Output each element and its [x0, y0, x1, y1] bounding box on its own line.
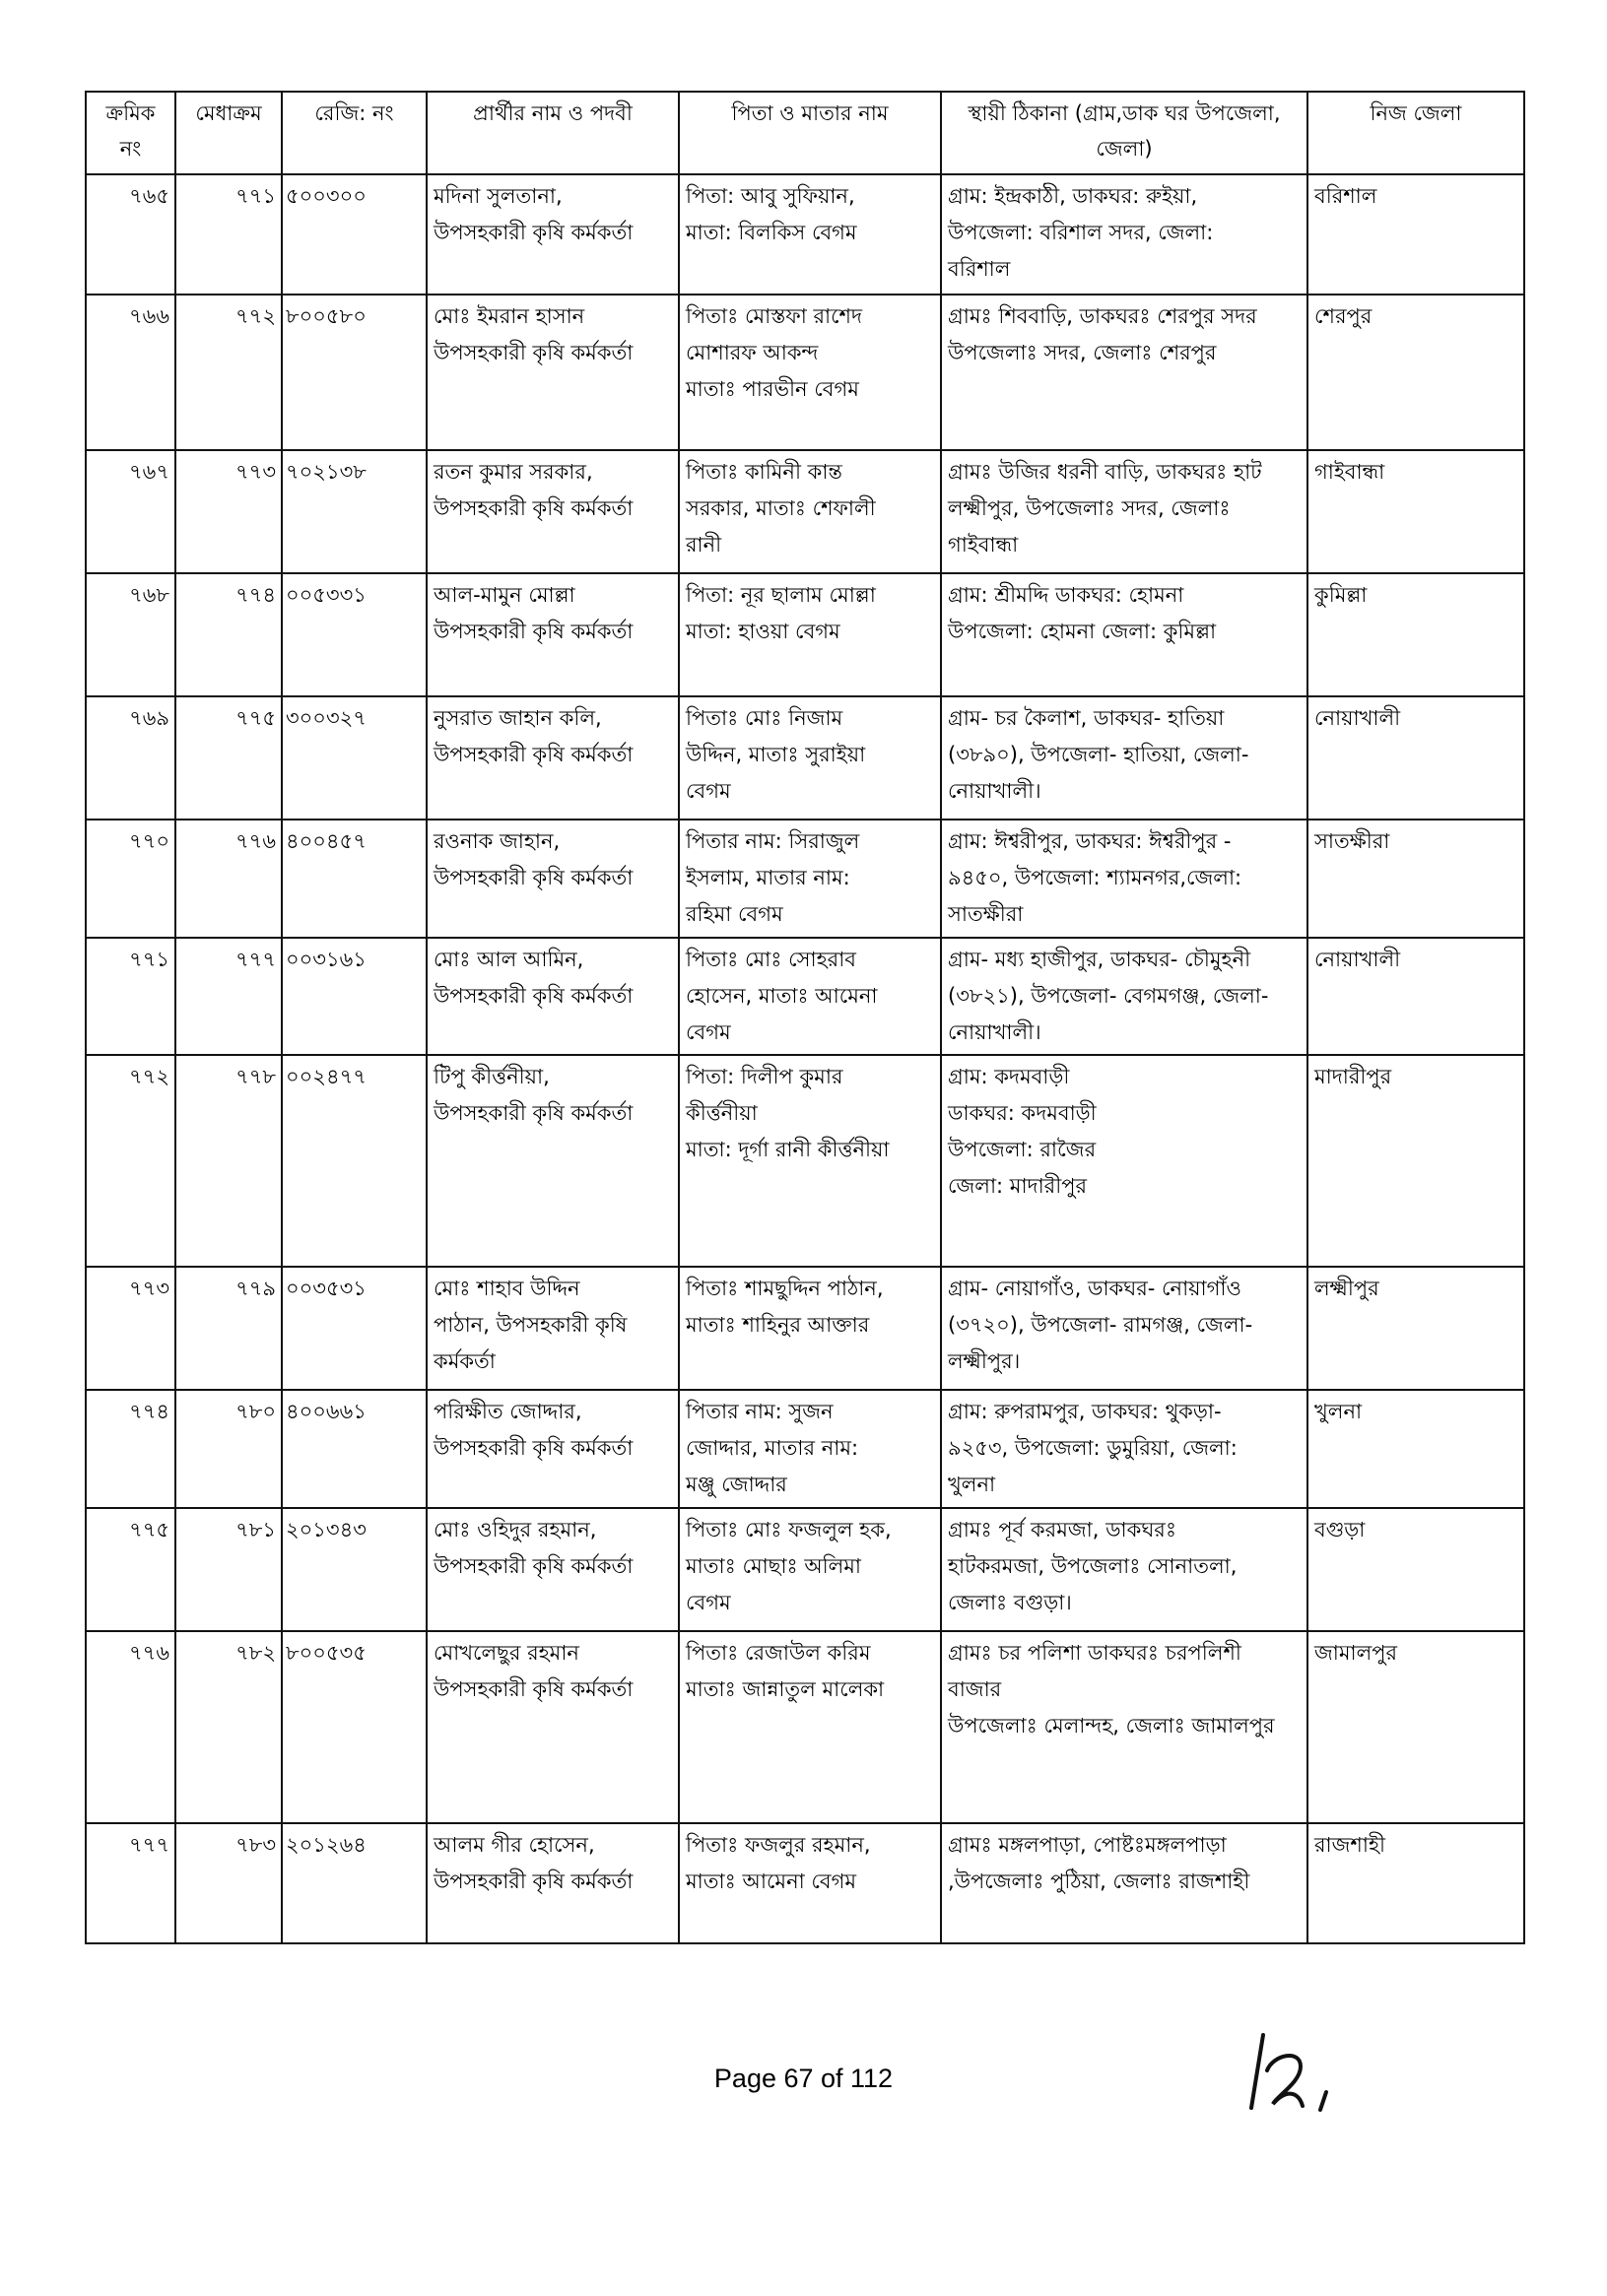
cell-district-text: মাদারীপুর — [1314, 1065, 1392, 1088]
cell-merit-text: ৭৭৮ — [235, 1065, 276, 1088]
candidate-table-container — [85, 91, 1523, 1944]
cell-district — [1307, 174, 1524, 295]
cell-district-text: শেরপুর — [1314, 304, 1373, 328]
cell-merit-text: ৭৭২ — [235, 304, 276, 328]
cell-parents-text: পিতাঃ মোঃ ফজলুল হক, মাতাঃ মোছাঃ অলিমা বেগম — [686, 1518, 892, 1614]
cell-parents-text: পিতাঃ মোস্তফা রাশেদ মোশারফ আকন্দ মাতাঃ পারভীন বেগম — [686, 304, 863, 401]
cell-serial-text: ৭৬৯ — [129, 706, 169, 730]
cell-reg-text: ৪০০৬৬১ — [286, 1400, 367, 1423]
cell-district — [1307, 1508, 1524, 1631]
cell-name-text: মদিনা সুলতানা, উপসহকারী কৃষি কর্মকর্তা — [434, 184, 634, 244]
cell-name — [427, 1508, 679, 1631]
cell-parents — [679, 174, 941, 295]
cell-merit — [175, 820, 282, 938]
cell-serial — [86, 1390, 175, 1508]
cell-merit — [175, 1823, 282, 1943]
cell-name-text: টিপু কীর্ত্তনীয়া, উপসহকারী কৃষি কর্মকর্তা — [434, 1065, 634, 1125]
cell-address — [941, 573, 1307, 696]
table-row — [86, 820, 1524, 938]
cell-district-text: লক্ষ্মীপুর — [1314, 1277, 1379, 1300]
cell-district-text: কুমিল্লা — [1314, 583, 1368, 607]
cell-serial — [86, 573, 175, 696]
cell-district — [1307, 1267, 1524, 1390]
cell-serial-text: ৭৭৪ — [129, 1400, 169, 1423]
cell-name-text: মোঃ শাহাব উদ্দিন পাঠান, উপসহকারী কৃষি কর্মকর্তা — [434, 1277, 628, 1373]
cell-district-text: গাইবান্ধা — [1314, 460, 1385, 484]
cell-serial-text: ৭৭২ — [129, 1065, 169, 1088]
cell-serial-text: ৭৭৩ — [129, 1277, 169, 1300]
cell-district-text: সাতক্ষীরা — [1314, 829, 1390, 853]
table-row — [86, 1508, 1524, 1631]
cell-merit — [175, 573, 282, 696]
cell-merit-text: ৭৮৩ — [235, 1833, 276, 1857]
cell-address-text: গ্রামঃ শিববাড়ি, ডাকঘরঃ শেরপুর সদর উপজেলাঃ সদর, জেলাঃ শেরপুর — [948, 304, 1257, 364]
cell-name — [427, 820, 679, 938]
cell-reg — [282, 573, 427, 696]
cell-reg — [282, 450, 427, 573]
cell-parents-text: পিতাঃ মোঃ নিজাম উদ্দিন, মাতাঃ সুরাইয়া বেগম — [686, 706, 866, 803]
cell-district — [1307, 696, 1524, 820]
cell-serial-text: ৭৭৫ — [129, 1518, 169, 1542]
cell-district — [1307, 450, 1524, 573]
cell-district — [1307, 820, 1524, 938]
cell-name — [427, 174, 679, 295]
cell-merit — [175, 1390, 282, 1508]
cell-parents — [679, 450, 941, 573]
cell-serial — [86, 1267, 175, 1390]
cell-serial — [86, 696, 175, 820]
cell-reg — [282, 1508, 427, 1631]
table-row — [86, 1390, 1524, 1508]
cell-parents-text: পিতাঃ শামছুদ্দিন পাঠান, মাতাঃ শাহিনুর আক্তার — [686, 1277, 884, 1337]
cell-reg-text: ৭০২১৩৮ — [286, 460, 367, 484]
cell-district-text: বগুড়া — [1314, 1518, 1366, 1542]
cell-parents-text: পিতাঃ ফজলুর রহমান, মাতাঃ আমেনা বেগম — [686, 1833, 871, 1893]
header-row — [86, 92, 1524, 174]
cell-parents-text: পিতা: নূর ছালাম মোল্লা মাতা: হাওয়া বেগম — [686, 583, 876, 643]
cell-district-text: জামালপুর — [1314, 1641, 1398, 1665]
cell-serial — [86, 820, 175, 938]
cell-district — [1307, 1631, 1524, 1823]
cell-name-text: আল-মামুন মোল্লা উপসহকারী কৃষি কর্মকর্তা — [434, 583, 634, 643]
cell-parents-text: পিতাঃ কামিনী কান্ত সরকার, মাতাঃ শেফালী রানী — [686, 460, 876, 557]
cell-parents-text: পিতাঃ মোঃ সোহরাব হোসেন, মাতাঃ আমেনা বেগম — [686, 948, 878, 1044]
cell-reg-text: ০০২৪৭৭ — [286, 1065, 367, 1088]
cell-address — [941, 1631, 1307, 1823]
header-serial: ক্রমিক নং — [86, 92, 175, 174]
cell-district — [1307, 938, 1524, 1055]
cell-name — [427, 295, 679, 450]
cell-merit — [175, 938, 282, 1055]
cell-parents — [679, 1267, 941, 1390]
cell-reg — [282, 1267, 427, 1390]
cell-address-text: গ্রামঃ মঙ্গলপাড়া, পোষ্টঃমঙ্গলপাড়া ,উপজেলাঃ পুঠিয়া, জেলাঃ রাজশাহী — [948, 1833, 1250, 1893]
cell-merit — [175, 696, 282, 820]
cell-serial-text: ৭৭৭ — [129, 1833, 169, 1857]
cell-merit-text: ৭৭১ — [235, 184, 276, 208]
header-name: প্রার্থীর নাম ও পদবী — [427, 92, 679, 174]
cell-name-text: পরিক্ষীত জোদ্দার, উপসহকারী কৃষি কর্মকর্তা — [434, 1400, 634, 1460]
cell-parents-text: পিতা: আবু সুফিয়ান, মাতা: বিলকিস বেগম — [686, 184, 857, 244]
cell-parents-text: পিতা: দিলীপ কুমার কীর্ত্তনীয়া মাতা: দূর্গা রানী কীর্ত্তনীয়া — [686, 1065, 890, 1161]
cell-name — [427, 1631, 679, 1823]
cell-merit-text: ৭৭৪ — [235, 583, 276, 607]
cell-address-text: গ্রামঃ উজির ধরনী বাড়ি, ডাকঘরঃ হাট লক্ষ্মীপুর, উপজেলাঃ সদর, জেলাঃ গাইবান্ধা — [948, 460, 1262, 557]
table-row — [86, 174, 1524, 295]
cell-merit — [175, 1267, 282, 1390]
candidate-table — [85, 91, 1525, 1944]
cell-reg — [282, 1823, 427, 1943]
cell-address-text: গ্রাম: শ্রীমদ্দি ডাকঘর: হোমনা উপজেলা: হোমনা জেলা: কুমিল্লা — [948, 583, 1217, 643]
cell-parents — [679, 295, 941, 450]
cell-address — [941, 1390, 1307, 1508]
cell-name-text: মোখলেছুর রহমান উপসহকারী কৃষি কর্মকর্তা — [434, 1641, 634, 1701]
cell-serial-text: ৭৬৬ — [129, 304, 169, 328]
cell-name — [427, 573, 679, 696]
cell-name — [427, 1823, 679, 1943]
table-row — [86, 938, 1524, 1055]
cell-serial — [86, 295, 175, 450]
cell-parents — [679, 696, 941, 820]
cell-serial — [86, 1631, 175, 1823]
cell-merit-text: ৭৭৩ — [235, 460, 276, 484]
cell-serial — [86, 938, 175, 1055]
cell-name-text: আলম গীর হোসেন, উপসহকারী কৃষি কর্মকর্তা — [434, 1833, 634, 1893]
cell-reg — [282, 696, 427, 820]
cell-reg-text: ২০১৩৪৩ — [286, 1518, 367, 1542]
cell-reg — [282, 295, 427, 450]
table-row — [86, 450, 1524, 573]
cell-serial — [86, 1508, 175, 1631]
cell-address-text: গ্রাম- মধ্য হাজীপুর, ডাকঘর- চৌমুহনী (৩৮২১), উপজেলা- বেগমগঞ্জ, জেলা- নোয়াখালী। — [948, 948, 1269, 1044]
cell-address-text: গ্রামঃ পূর্ব করমজা, ডাকঘরঃ হাটকরমজা, উপজেলাঃ সোনাতলা, জেলাঃ বগুড়া। — [948, 1518, 1238, 1614]
cell-parents — [679, 938, 941, 1055]
header-parents: পিতা ও মাতার নাম — [679, 92, 941, 174]
cell-parents — [679, 820, 941, 938]
header-merit: মেধাক্রম — [175, 92, 282, 174]
cell-address — [941, 174, 1307, 295]
cell-reg-text: ৮০০৫৮০ — [286, 304, 367, 328]
cell-parents-text: পিতার নাম: সুজন জোদ্দার, মাতার নাম: মঞ্জু জোদ্দার — [686, 1400, 859, 1496]
cell-address — [941, 1823, 1307, 1943]
cell-district-text: খুলনা — [1314, 1400, 1363, 1423]
cell-reg-text: ০০৩৫৩১ — [286, 1277, 367, 1300]
cell-parents — [679, 1631, 941, 1823]
cell-address — [941, 1267, 1307, 1390]
cell-serial — [86, 174, 175, 295]
cell-reg — [282, 820, 427, 938]
cell-reg-text: ৪০০৪৫৭ — [286, 829, 367, 853]
cell-address — [941, 938, 1307, 1055]
cell-parents-text: পিতাঃ রেজাউল করিম মাতাঃ জান্নাতুল মালেকা — [686, 1641, 885, 1701]
table-row — [86, 1055, 1524, 1267]
cell-name — [427, 938, 679, 1055]
cell-address-text: গ্রাম- নোয়াগাঁও, ডাকঘর- নোয়াগাঁও (৩৭২০), উপজেলা- রামগঞ্জ, জেলা- লক্ষ্মীপুর। — [948, 1277, 1253, 1373]
cell-name — [427, 1390, 679, 1508]
cell-serial — [86, 1823, 175, 1943]
cell-serial-text: ৭৭০ — [129, 829, 169, 853]
cell-merit-text: ৭৭৭ — [235, 948, 276, 971]
cell-reg-text: ৮০০৫৩৫ — [286, 1641, 367, 1665]
cell-address-text: গ্রাম: ঈশ্বরীপুর, ডাকঘর: ঈশ্বরীপুর - ৯৪৫০, উপজেলা: শ্যামনগর,জেলা: সাতক্ষীরা — [948, 829, 1242, 926]
cell-merit — [175, 1055, 282, 1267]
cell-reg-text: ৩০০৩২৭ — [286, 706, 367, 730]
cell-name — [427, 1267, 679, 1390]
cell-merit — [175, 1508, 282, 1631]
cell-parents — [679, 573, 941, 696]
table-row — [86, 696, 1524, 820]
cell-name-text: মোঃ ওহিদুর রহমান, উপসহকারী কৃষি কর্মকর্তা — [434, 1518, 634, 1578]
cell-reg — [282, 938, 427, 1055]
cell-parents — [679, 1823, 941, 1943]
cell-merit-text: ৭৮১ — [235, 1518, 276, 1542]
cell-parents — [679, 1055, 941, 1267]
cell-address — [941, 450, 1307, 573]
cell-serial-text: ৭৬৫ — [129, 184, 169, 208]
table-row — [86, 573, 1524, 696]
cell-district — [1307, 1055, 1524, 1267]
cell-merit-text: ৭৭৫ — [235, 706, 276, 730]
cell-reg-text: ২০১২৬৪ — [286, 1833, 367, 1857]
cell-address — [941, 696, 1307, 820]
table-row — [86, 1631, 1524, 1823]
cell-name — [427, 450, 679, 573]
cell-address — [941, 1055, 1307, 1267]
cell-name-text: নুসরাত জাহান কলি, উপসহকারী কৃষি কর্মকর্তা — [434, 706, 634, 766]
cell-district — [1307, 1823, 1524, 1943]
cell-district-text: নোয়াখালী — [1314, 706, 1401, 730]
table-row — [86, 295, 1524, 450]
cell-merit — [175, 295, 282, 450]
cell-reg-text: ৫০০৩০০ — [286, 184, 367, 208]
cell-serial-text: ৭৭১ — [129, 948, 169, 971]
cell-merit — [175, 1631, 282, 1823]
cell-serial — [86, 450, 175, 573]
cell-merit — [175, 174, 282, 295]
cell-address-text: গ্রাম: কদমবাড়ী ডাকঘর: কদমবাড়ী উপজেলা: রাজৈর জেলা: মাদারীপুর — [948, 1065, 1097, 1198]
cell-name — [427, 1055, 679, 1267]
cell-name-text: মোঃ ইমরান হাসান উপসহকারী কৃষি কর্মকর্তা — [434, 304, 634, 364]
cell-address-text: গ্রাম- চর কৈলাশ, ডাকঘর- হাতিয়া (৩৮৯০), উপজেলা- হাতিয়া, জেলা- নোয়াখালী। — [948, 706, 1249, 803]
cell-district — [1307, 573, 1524, 696]
cell-serial — [86, 1055, 175, 1267]
cell-parents — [679, 1390, 941, 1508]
cell-address-text: গ্রাম: রুপরামপুর, ডাকঘর: থুকড়া- ৯২৫৩, উপজেলা: ডুমুরিয়া, জেলা: খুলনা — [948, 1400, 1238, 1496]
cell-reg — [282, 1631, 427, 1823]
page-number: Page 67 of 112 — [713, 2064, 894, 2093]
cell-district — [1307, 1390, 1524, 1508]
cell-merit-text: ৭৮২ — [235, 1641, 276, 1665]
cell-address-text: গ্রাম: ইন্দ্রকাঠী, ডাকঘর: রুইয়া, উপজেলা: বরিশাল সদর, জেলা: বরিশাল — [948, 184, 1214, 281]
cell-serial-text: ৭৬৮ — [129, 583, 169, 607]
cell-name-text: রতন কুমার সরকার, উপসহকারী কৃষি কর্মকর্তা — [434, 460, 634, 520]
table-row — [86, 1267, 1524, 1390]
cell-reg — [282, 1390, 427, 1508]
cell-district-text: বরিশাল — [1314, 184, 1377, 208]
cell-parents-text: পিতার নাম: সিরাজুল ইসলাম, মাতার নাম: রহিমা বেগম — [686, 829, 860, 926]
table-row — [86, 1823, 1524, 1943]
cell-reg-text: ০০৫৩৩১ — [286, 583, 367, 607]
cell-district-text: রাজশাহী — [1314, 1833, 1385, 1857]
cell-name — [427, 696, 679, 820]
cell-district-text: নোয়াখালী — [1314, 948, 1401, 971]
cell-address — [941, 820, 1307, 938]
cell-merit-text: ৭৮০ — [235, 1400, 276, 1423]
cell-reg — [282, 174, 427, 295]
cell-parents — [679, 1508, 941, 1631]
cell-serial-text: ৭৭৬ — [129, 1641, 169, 1665]
header-district: নিজ জেলা — [1307, 92, 1524, 174]
cell-merit — [175, 450, 282, 573]
cell-name-text: রওনাক জাহান, উপসহকারী কৃষি কর্মকর্তা — [434, 829, 634, 889]
cell-address — [941, 295, 1307, 450]
cell-district — [1307, 295, 1524, 450]
cell-serial-text: ৭৬৭ — [129, 460, 169, 484]
cell-merit-text: ৭৭৬ — [235, 829, 276, 853]
cell-address-text: গ্রামঃ চর পলিশা ডাকঘরঃ চরপলিশী বাজার উপজেলাঃ মেলান্দহ, জেলাঃ জামালপুর — [948, 1641, 1275, 1738]
header-address: স্থায়ী ঠিকানা (গ্রাম,ডাক ঘর উপজেলা, জেলা) — [941, 92, 1307, 174]
cell-reg — [282, 1055, 427, 1267]
header-reg: রেজি: নং — [282, 92, 427, 174]
cell-reg-text: ০০৩১৬১ — [286, 948, 367, 971]
cell-address — [941, 1508, 1307, 1631]
cell-name-text: মোঃ আল আমিন, উপসহকারী কৃষি কর্মকর্তা — [434, 948, 634, 1008]
cell-merit-text: ৭৭৯ — [235, 1277, 276, 1300]
